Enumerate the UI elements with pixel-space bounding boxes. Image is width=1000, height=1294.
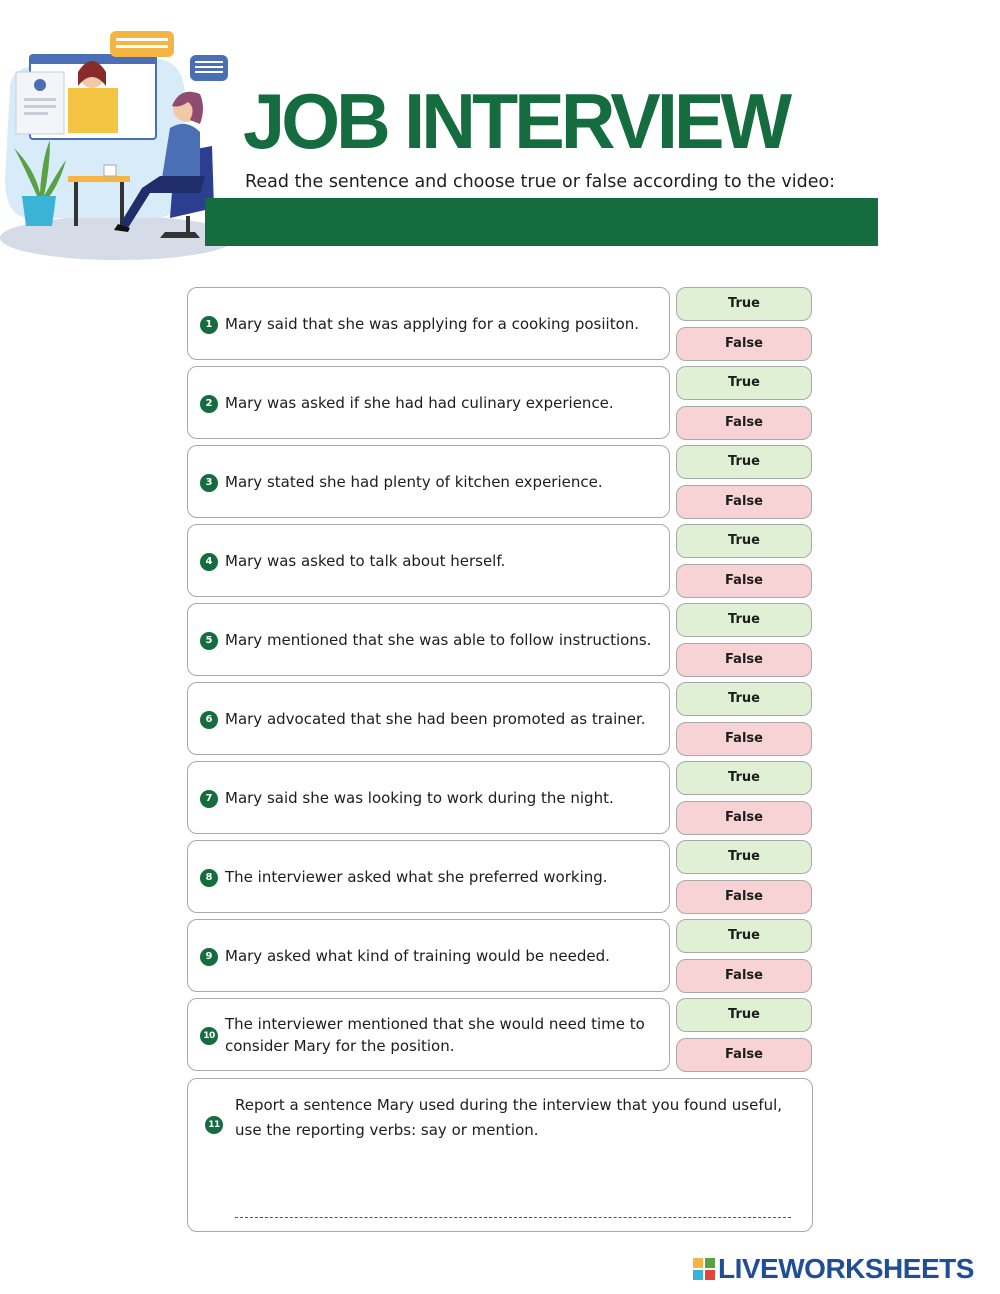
- question-1: [187, 287, 670, 360]
- false-button-8[interactable]: False: [676, 880, 812, 914]
- true-button-2[interactable]: True: [676, 366, 812, 400]
- question-3: [187, 445, 670, 518]
- question-number-badge: 7: [200, 790, 218, 808]
- false-button-10[interactable]: False: [676, 1038, 812, 1072]
- question-7: [187, 761, 670, 834]
- true-button-5[interactable]: True: [676, 603, 812, 637]
- question-10: [187, 998, 670, 1071]
- question-number-badge: 8: [200, 869, 218, 887]
- question-text: Mary asked what kind of training would be needed.: [225, 946, 610, 965]
- question-number-badge: 6: [200, 711, 218, 729]
- question-number-badge: 11: [205, 1116, 223, 1134]
- instructions-text: Read the sentence and choose true or false according to the video:: [245, 172, 836, 192]
- question-number-badge: 2: [200, 395, 218, 413]
- liveworksheets-logo-icon: [693, 1258, 715, 1280]
- true-button-9[interactable]: True: [676, 919, 812, 953]
- true-button-6[interactable]: True: [676, 682, 812, 716]
- logo-text: LIVEWORKSHEETS: [718, 1253, 974, 1284]
- question-text: Mary said she was looking to work during the night.: [225, 788, 614, 807]
- question-2: [187, 366, 670, 439]
- question-number-badge: 3: [200, 474, 218, 492]
- question-text: The interviewer asked what she preferred working.: [225, 867, 608, 886]
- false-button-5[interactable]: False: [676, 643, 812, 677]
- question-text: Report a sentence Mary used during the interview that you found useful, use the reporting verbs: say or mention.: [235, 1096, 783, 1139]
- question-text: Mary was asked to talk about herself.: [225, 551, 506, 570]
- question-5: [187, 603, 670, 676]
- answer-input[interactable]: [235, 1197, 791, 1218]
- question-text: Mary mentioned that she was able to follow instructions.: [225, 630, 652, 649]
- true-button-1[interactable]: True: [676, 287, 812, 321]
- false-button-1[interactable]: False: [676, 327, 812, 361]
- question-8: [187, 840, 670, 913]
- true-button-7[interactable]: True: [676, 761, 812, 795]
- true-button-3[interactable]: True: [676, 445, 812, 479]
- question-6: [187, 682, 670, 755]
- false-button-2[interactable]: False: [676, 406, 812, 440]
- question-4: [187, 524, 670, 597]
- video-call-interview-illustration: [0, 28, 240, 263]
- page-title: JOB INTERVIEW: [243, 77, 789, 165]
- question-11: [187, 1078, 813, 1232]
- false-button-7[interactable]: False: [676, 801, 812, 835]
- false-button-9[interactable]: False: [676, 959, 812, 993]
- question-number-badge: 1: [200, 316, 218, 334]
- false-button-6[interactable]: False: [676, 722, 812, 756]
- question-text: Mary advocated that she had been promoted as trainer.: [225, 709, 646, 728]
- liveworksheets-logo[interactable]: [693, 1255, 974, 1283]
- question-number-badge: 5: [200, 632, 218, 650]
- question-number-badge: 9: [200, 948, 218, 966]
- true-button-10[interactable]: True: [676, 998, 812, 1032]
- false-button-4[interactable]: False: [676, 564, 812, 598]
- question-number-badge: 4: [200, 553, 218, 571]
- true-button-8[interactable]: True: [676, 840, 812, 874]
- question-9: [187, 919, 670, 992]
- question-number-badge: 10: [200, 1027, 218, 1045]
- question-text: Mary said that she was applying for a cooking posiiton.: [225, 314, 640, 333]
- header-band: [205, 198, 878, 246]
- question-text: The interviewer mentioned that she would need time to consider Mary for the position.: [225, 1014, 645, 1055]
- question-text: Mary stated she had plenty of kitchen experience.: [225, 472, 603, 491]
- false-button-3[interactable]: False: [676, 485, 812, 519]
- question-text: Mary was asked if she had had culinary experience.: [225, 393, 614, 412]
- true-button-4[interactable]: True: [676, 524, 812, 558]
